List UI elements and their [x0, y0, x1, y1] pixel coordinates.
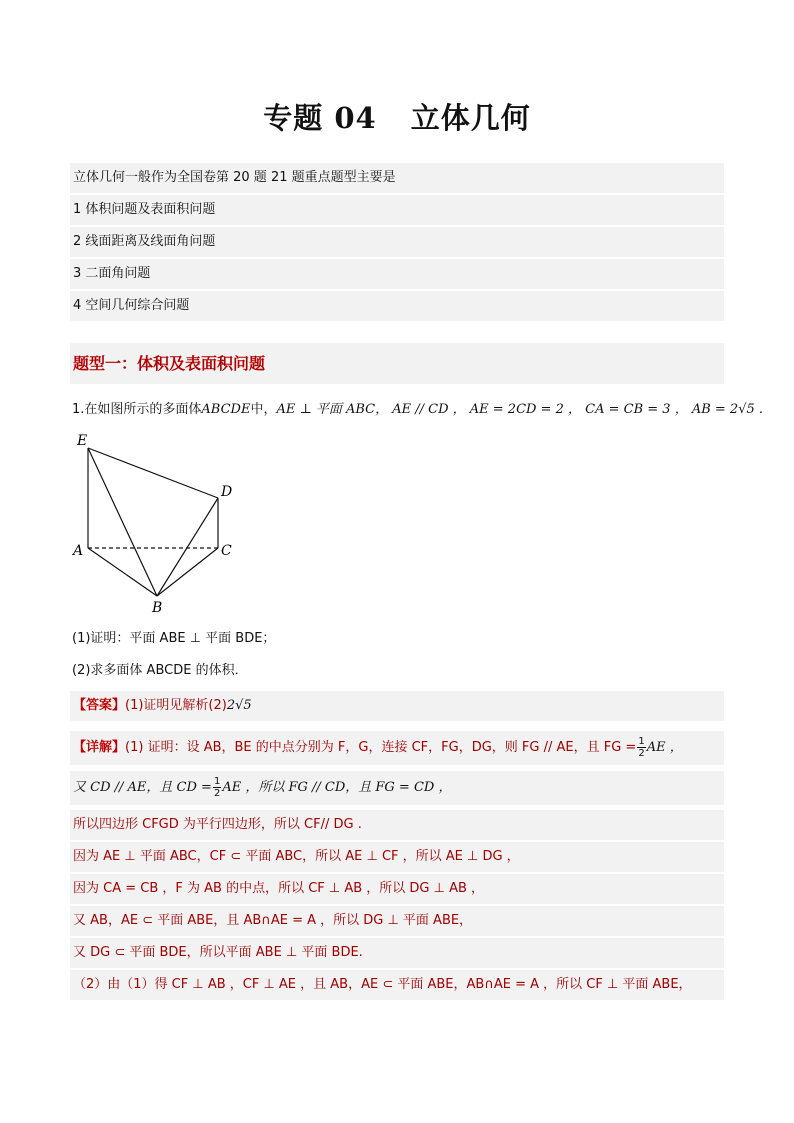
intro-lead: 立体几何一般作为全国卷第 20 题 21 题重点题型主要是	[70, 163, 724, 193]
label-d: D	[221, 484, 233, 500]
intro-item-2: 2 线面距离及线面角问题	[70, 227, 724, 257]
answer-text: (1)证明见解析(2)	[125, 698, 227, 713]
fraction-half-1: $\frac{1}{2}$	[638, 736, 645, 759]
title-number: 专题 04	[263, 101, 377, 135]
detail-line-2-text: 又 CD // AE，且 CD =	[73, 780, 212, 795]
label-b: B	[152, 600, 163, 616]
answer-row	[70, 691, 724, 721]
edge-cb	[157, 548, 218, 596]
label-e: E	[77, 433, 88, 449]
answer-value: 2√5	[226, 698, 252, 713]
problem-lead: 1.在如图所示的多面体	[72, 402, 202, 417]
part-1: (1)证明：平面 ABE ⊥ 平面 BDE；	[72, 631, 276, 646]
intro-item-1: 1 体积问题及表面积问题	[70, 195, 724, 225]
label-a: A	[73, 543, 84, 559]
detail-line-1	[70, 731, 724, 765]
problem-conditions: AE ⊥ 平面 ABC， AE // CD ， AE = 2CD = 2 ， CA = CB = 3 ， AB = 2√5 .	[276, 402, 764, 417]
fraction-half-2: $\frac{1}{2}$	[213, 776, 221, 799]
detail-line-1-tail: AE ，	[646, 740, 683, 755]
polyhedron-figure	[70, 428, 250, 618]
detail-line-7: 又 DG ⊂ 平面 BDE，所以平面 ABE ⊥ 平面 BDE.	[70, 938, 724, 968]
intro-box	[70, 163, 724, 323]
detail-line-4: 因为 AE ⊥ 平面 ABC，CF ⊂ 平面 ABC，所以 AE ⊥ CF ，所以 AE ⊥ DG ，	[70, 842, 724, 872]
problem-statement	[72, 398, 763, 417]
intro-item-4: 4 空间几何综合问题	[70, 291, 724, 321]
detail-line-5: 因为 CA = CB ，F 为 AB 的中点，所以 CF ⊥ AB ，所以 DG ⊥ AB ，	[70, 874, 724, 904]
detail-line-3: 所以四边形 CFGD 为平行四边形，所以 CF// DG .	[70, 810, 724, 840]
part-2: (2)求多面体 ABCDE 的体积．	[72, 663, 248, 678]
detail-tag: 【详解】	[73, 740, 126, 755]
detail-line-2	[70, 771, 724, 805]
detail-line-8: （2）由（1）得 CF ⊥ AB ，CF ⊥ AE ，且 AB，AE ⊂ 平面 ABE，AB∩AE = A ，所以 CF ⊥ 平面 ABE，	[70, 970, 724, 1000]
section-heading: 题型一：体积及表面积问题	[70, 343, 724, 384]
edge-ab	[88, 548, 157, 596]
intro-item-3: 3 二面角问题	[70, 259, 724, 289]
detail-line-2-tail: AE ，所以 FG // CD，且 FG = CD ，	[222, 780, 452, 795]
detail-line-6: 又 AB，AE ⊂ 平面 ABE，且 AB∩AE = A ，所以 DG ⊥ 平面 ABE，	[70, 906, 724, 936]
page-title	[0, 96, 794, 137]
answer-tag: 【答案】	[73, 698, 126, 713]
problem-solid-name: ABCDE	[201, 402, 251, 417]
problem-mid: 中，	[250, 402, 277, 417]
title-name: 立体几何	[410, 101, 531, 135]
label-c: C	[221, 543, 232, 559]
edge-db	[157, 498, 218, 596]
detail-line-1-text: (1) 证明：设 AB，BE 的中点分别为 F，G，连接 CF，FG，DG，则 FG // AE，且 FG =	[125, 740, 637, 755]
